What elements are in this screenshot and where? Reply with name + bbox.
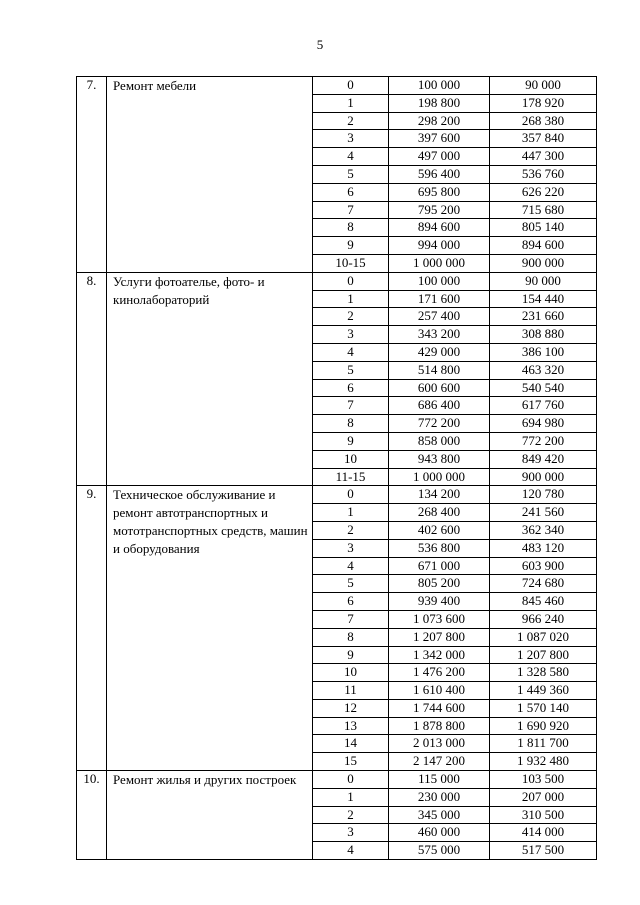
section-number: 8. bbox=[77, 272, 107, 486]
value-secondary: 90 000 bbox=[490, 272, 597, 290]
employee-count: 6 bbox=[313, 183, 389, 201]
employee-count: 5 bbox=[313, 361, 389, 379]
value-secondary: 362 340 bbox=[490, 521, 597, 539]
value-secondary: 715 680 bbox=[490, 201, 597, 219]
value-secondary: 1 087 020 bbox=[490, 628, 597, 646]
employee-count: 8 bbox=[313, 219, 389, 237]
employee-count: 2 bbox=[313, 112, 389, 130]
value-secondary: 1 570 140 bbox=[490, 699, 597, 717]
value-primary: 171 600 bbox=[389, 290, 490, 308]
value-secondary: 845 460 bbox=[490, 593, 597, 611]
employee-count: 7 bbox=[313, 201, 389, 219]
table-body bbox=[77, 77, 597, 860]
employee-count: 2 bbox=[313, 521, 389, 539]
value-secondary: 463 320 bbox=[490, 361, 597, 379]
value-secondary: 724 680 bbox=[490, 575, 597, 593]
value-secondary: 268 380 bbox=[490, 112, 597, 130]
value-primary: 671 000 bbox=[389, 557, 490, 575]
value-secondary: 308 880 bbox=[490, 326, 597, 344]
value-primary: 858 000 bbox=[389, 432, 490, 450]
value-secondary: 1 932 480 bbox=[490, 753, 597, 771]
page-number: 5 bbox=[316, 37, 324, 52]
value-secondary: 517 500 bbox=[490, 842, 597, 860]
value-secondary: 103 500 bbox=[490, 771, 597, 789]
value-primary: 298 200 bbox=[389, 112, 490, 130]
value-primary: 429 000 bbox=[389, 343, 490, 361]
value-primary: 345 000 bbox=[389, 806, 490, 824]
value-secondary: 536 760 bbox=[490, 165, 597, 183]
value-primary: 943 800 bbox=[389, 450, 490, 468]
value-secondary: 483 120 bbox=[490, 539, 597, 557]
value-primary: 805 200 bbox=[389, 575, 490, 593]
employee-count: 12 bbox=[313, 699, 389, 717]
value-secondary: 120 780 bbox=[490, 486, 597, 504]
value-secondary: 805 140 bbox=[490, 219, 597, 237]
employee-count: 5 bbox=[313, 575, 389, 593]
employee-count: 1 bbox=[313, 788, 389, 806]
value-secondary: 447 300 bbox=[490, 148, 597, 166]
employee-count: 2 bbox=[313, 308, 389, 326]
employee-count: 9 bbox=[313, 646, 389, 664]
value-secondary: 90 000 bbox=[490, 77, 597, 95]
value-secondary: 540 540 bbox=[490, 379, 597, 397]
employee-count: 8 bbox=[313, 628, 389, 646]
value-secondary: 694 980 bbox=[490, 415, 597, 433]
value-primary: 596 400 bbox=[389, 165, 490, 183]
value-primary: 1 476 200 bbox=[389, 664, 490, 682]
value-primary: 600 600 bbox=[389, 379, 490, 397]
value-secondary: 154 440 bbox=[490, 290, 597, 308]
employee-count: 3 bbox=[313, 130, 389, 148]
value-secondary: 207 000 bbox=[490, 788, 597, 806]
value-primary: 100 000 bbox=[389, 77, 490, 95]
value-primary: 1 073 600 bbox=[389, 610, 490, 628]
table-row bbox=[77, 486, 597, 504]
value-secondary: 626 220 bbox=[490, 183, 597, 201]
value-primary: 268 400 bbox=[389, 504, 490, 522]
employee-count: 0 bbox=[313, 486, 389, 504]
value-primary: 939 400 bbox=[389, 593, 490, 611]
employee-count: 1 bbox=[313, 504, 389, 522]
value-secondary: 1 328 580 bbox=[490, 664, 597, 682]
value-primary: 894 600 bbox=[389, 219, 490, 237]
value-primary: 397 600 bbox=[389, 130, 490, 148]
section-number: 7. bbox=[77, 77, 107, 273]
value-primary: 695 800 bbox=[389, 183, 490, 201]
value-secondary: 414 000 bbox=[490, 824, 597, 842]
value-primary: 1 207 800 bbox=[389, 628, 490, 646]
table-row bbox=[77, 77, 597, 95]
table-row bbox=[77, 272, 597, 290]
service-name: Техническое обслуживание и ремонт автотранспортных и мототранспортных средств, машин и оборудования bbox=[107, 486, 313, 771]
value-primary: 2 147 200 bbox=[389, 753, 490, 771]
employee-count: 10 bbox=[313, 450, 389, 468]
value-secondary: 603 900 bbox=[490, 557, 597, 575]
value-secondary: 966 240 bbox=[490, 610, 597, 628]
value-secondary: 357 840 bbox=[490, 130, 597, 148]
value-secondary: 772 200 bbox=[490, 432, 597, 450]
employee-count: 14 bbox=[313, 735, 389, 753]
value-primary: 1 000 000 bbox=[389, 468, 490, 486]
employee-count: 4 bbox=[313, 343, 389, 361]
employee-count: 6 bbox=[313, 379, 389, 397]
value-primary: 686 400 bbox=[389, 397, 490, 415]
value-primary: 514 800 bbox=[389, 361, 490, 379]
value-primary: 134 200 bbox=[389, 486, 490, 504]
value-primary: 100 000 bbox=[389, 272, 490, 290]
employee-count: 7 bbox=[313, 610, 389, 628]
value-secondary: 178 920 bbox=[490, 94, 597, 112]
value-primary: 994 000 bbox=[389, 237, 490, 255]
employee-count: 2 bbox=[313, 806, 389, 824]
value-primary: 115 000 bbox=[389, 771, 490, 789]
employee-count: 0 bbox=[313, 272, 389, 290]
value-secondary: 1 449 360 bbox=[490, 682, 597, 700]
employee-count: 15 bbox=[313, 753, 389, 771]
employee-count: 9 bbox=[313, 237, 389, 255]
section-number: 10. bbox=[77, 771, 107, 860]
employee-count: 11-15 bbox=[313, 468, 389, 486]
value-primary: 497 000 bbox=[389, 148, 490, 166]
employee-count: 10-15 bbox=[313, 254, 389, 272]
value-primary: 1 744 600 bbox=[389, 699, 490, 717]
employee-count: 0 bbox=[313, 77, 389, 95]
value-primary: 257 400 bbox=[389, 308, 490, 326]
value-primary: 772 200 bbox=[389, 415, 490, 433]
employee-count: 3 bbox=[313, 326, 389, 344]
employee-count: 4 bbox=[313, 148, 389, 166]
value-primary: 536 800 bbox=[389, 539, 490, 557]
value-secondary: 894 600 bbox=[490, 237, 597, 255]
employee-count: 9 bbox=[313, 432, 389, 450]
value-primary: 230 000 bbox=[389, 788, 490, 806]
employee-count: 4 bbox=[313, 557, 389, 575]
employee-count: 13 bbox=[313, 717, 389, 735]
value-secondary: 1 690 920 bbox=[490, 717, 597, 735]
value-primary: 1 000 000 bbox=[389, 254, 490, 272]
employee-count: 1 bbox=[313, 290, 389, 308]
value-secondary: 849 420 bbox=[490, 450, 597, 468]
employee-count: 11 bbox=[313, 682, 389, 700]
service-name: Ремонт мебели bbox=[107, 77, 313, 273]
service-name: Ремонт жилья и других построек bbox=[107, 771, 313, 860]
value-secondary: 310 500 bbox=[490, 806, 597, 824]
value-secondary: 900 000 bbox=[490, 468, 597, 486]
employee-count: 3 bbox=[313, 539, 389, 557]
value-primary: 1 878 800 bbox=[389, 717, 490, 735]
value-secondary: 231 660 bbox=[490, 308, 597, 326]
value-secondary: 900 000 bbox=[490, 254, 597, 272]
value-primary: 198 800 bbox=[389, 94, 490, 112]
employee-count: 10 bbox=[313, 664, 389, 682]
tariff-table bbox=[76, 76, 597, 860]
value-primary: 343 200 bbox=[389, 326, 490, 344]
value-primary: 2 013 000 bbox=[389, 735, 490, 753]
value-primary: 1 342 000 bbox=[389, 646, 490, 664]
value-primary: 575 000 bbox=[389, 842, 490, 860]
employee-count: 7 bbox=[313, 397, 389, 415]
value-secondary: 241 560 bbox=[490, 504, 597, 522]
value-primary: 795 200 bbox=[389, 201, 490, 219]
employee-count: 8 bbox=[313, 415, 389, 433]
employee-count: 3 bbox=[313, 824, 389, 842]
value-secondary: 1 207 800 bbox=[490, 646, 597, 664]
value-secondary: 386 100 bbox=[490, 343, 597, 361]
value-secondary: 617 760 bbox=[490, 397, 597, 415]
value-primary: 460 000 bbox=[389, 824, 490, 842]
employee-count: 0 bbox=[313, 771, 389, 789]
employee-count: 5 bbox=[313, 165, 389, 183]
value-primary: 402 600 bbox=[389, 521, 490, 539]
value-secondary: 1 811 700 bbox=[490, 735, 597, 753]
employee-count: 6 bbox=[313, 593, 389, 611]
employee-count: 4 bbox=[313, 842, 389, 860]
employee-count: 1 bbox=[313, 94, 389, 112]
table-row bbox=[77, 771, 597, 789]
value-primary: 1 610 400 bbox=[389, 682, 490, 700]
section-number: 9. bbox=[77, 486, 107, 771]
service-name: Услуги фотоателье, фото- и кинолабораторий bbox=[107, 272, 313, 486]
